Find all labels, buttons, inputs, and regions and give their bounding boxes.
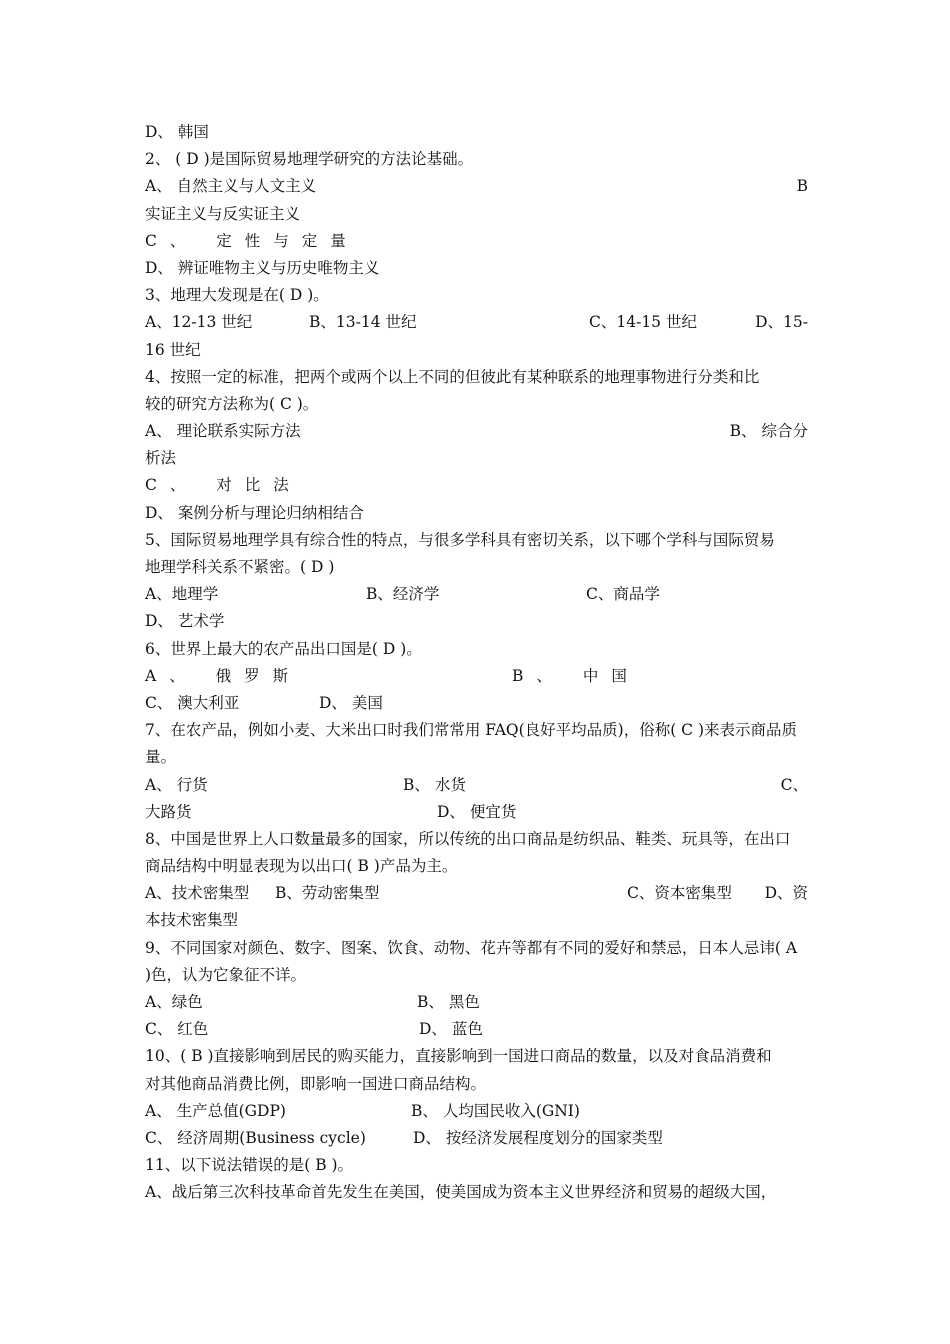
- option-c-cont: 大路货: [145, 802, 192, 821]
- option-b: B、 人均国民收入(GNI): [411, 1101, 580, 1120]
- option-b: B、 水货: [403, 775, 466, 794]
- option-d: D、 艺术学: [145, 612, 225, 631]
- option-d: D、 案例分析与理论归纳相结合: [145, 503, 364, 522]
- option-c: C、 经济周期(Business cycle): [145, 1128, 366, 1147]
- question-8-cont: 商品结构中明显表现为以出口( B )产品为主。: [145, 857, 458, 876]
- option-d: D、 韩国: [145, 123, 209, 141]
- question-6: 6、世界上最大的农产品出口国是( D )。: [145, 639, 422, 658]
- option-b: B、 中国: [512, 666, 640, 685]
- option-c: C、 定性与定量: [145, 231, 359, 250]
- option-a: A、 生产总值(GDP): [145, 1101, 286, 1120]
- question-4-cont: 较的研究方法称为( C )。: [145, 394, 319, 413]
- option-d: D、 便宜货: [437, 802, 517, 821]
- option-a: A、绿色: [145, 993, 203, 1011]
- option-c: C、14-15 世纪: [589, 313, 697, 332]
- question-2: 2、 ( D )是国际贸易地理学研究的方法论基础。: [145, 150, 474, 169]
- question-9-cont: )色，认为它象征不详。: [145, 965, 307, 984]
- option-a: A、 俄罗斯: [145, 666, 302, 685]
- option-d: D、 美国: [319, 693, 383, 712]
- option-d: D、 按经济发展程度划分的国家类型: [413, 1128, 663, 1147]
- option-a: A、 理论联系实际方法: [145, 422, 301, 441]
- option-a: A、 自然主义与人文主义: [145, 177, 317, 196]
- option-c: C、 对比法: [145, 476, 302, 495]
- option-d-cont: 本技术密集型: [145, 911, 239, 930]
- option-a: A、 行货: [145, 775, 208, 794]
- option-b: B、13-14 世纪: [309, 313, 417, 332]
- question-10-cont: 对其他商品消费比例，即影响一国进口商品结构。: [145, 1074, 487, 1093]
- option-d: D、15-: [755, 313, 808, 332]
- option-a: A、技术密集型: [145, 884, 250, 903]
- question-7: 7、在农产品，例如小麦、大米出口时我们常常用 FAQ(良好平均品质)，俗称( C )来表示商品质: [145, 721, 798, 740]
- option-a: A、12-13 世纪: [145, 313, 253, 332]
- option-b: B: [796, 177, 808, 196]
- option-c: C、 红色: [145, 1020, 209, 1039]
- option-b-cont: 析法: [145, 449, 177, 468]
- option-b: B、 综合分: [729, 422, 808, 441]
- option-a: A、地理学: [145, 585, 219, 604]
- option-c: C、 澳大利亚: [145, 693, 240, 712]
- option-b: B、经济学: [366, 585, 440, 604]
- option-d: D、 辨证唯物主义与历史唯物主义: [145, 258, 380, 277]
- option-d: D、资: [764, 884, 808, 903]
- question-9: 9、不同国家对颜色、数字、图案、饮食、动物、花卉等都有不同的爱好和禁忌，日本人忌讳( A: [145, 938, 798, 957]
- option-b: B、 黑色: [417, 993, 480, 1011]
- option-a: A、战后第三次科技革命首先发生在美国，使美国成为资本主义世界经济和贸易的超级大国，: [145, 1183, 777, 1202]
- option-d-cont: 16 世纪: [145, 340, 201, 359]
- question-7-cont: 量。: [145, 748, 177, 767]
- option-b: B、劳动密集型: [275, 884, 380, 903]
- question-5: 5、国际贸易地理学具有综合性的特点，与很多学科具有密切关系，以下哪个学科与国际贸易: [145, 530, 775, 549]
- option-c: C、资本密集型: [627, 884, 732, 903]
- option-d: D、 蓝色: [419, 1020, 483, 1039]
- option-c: C、: [780, 775, 808, 794]
- question-3: 3、地理大发现是在( D )。: [145, 286, 329, 305]
- question-8: 8、中国是世界上人口数量最多的国家，所以传统的出口商品是纺织品、鞋类、玩具等，在出口: [145, 829, 791, 848]
- question-11: 11、以下说法错误的是( B )。: [145, 1156, 354, 1175]
- question-4: 4、按照一定的标准，把两个或两个以上不同的但彼此有某种联系的地理事物进行分类和比: [145, 367, 760, 386]
- option-c: C、商品学: [586, 585, 660, 604]
- question-10: 10、( B )直接影响到居民的购买能力，直接影响到一国进口商品的数量，以及对食品消费和: [145, 1047, 772, 1066]
- option-b-cont: 实证主义与反实证主义: [145, 204, 301, 223]
- question-text: [145, 119, 808, 1207]
- question-5-cont: 地理学科关系不紧密。( D ): [145, 558, 335, 576]
